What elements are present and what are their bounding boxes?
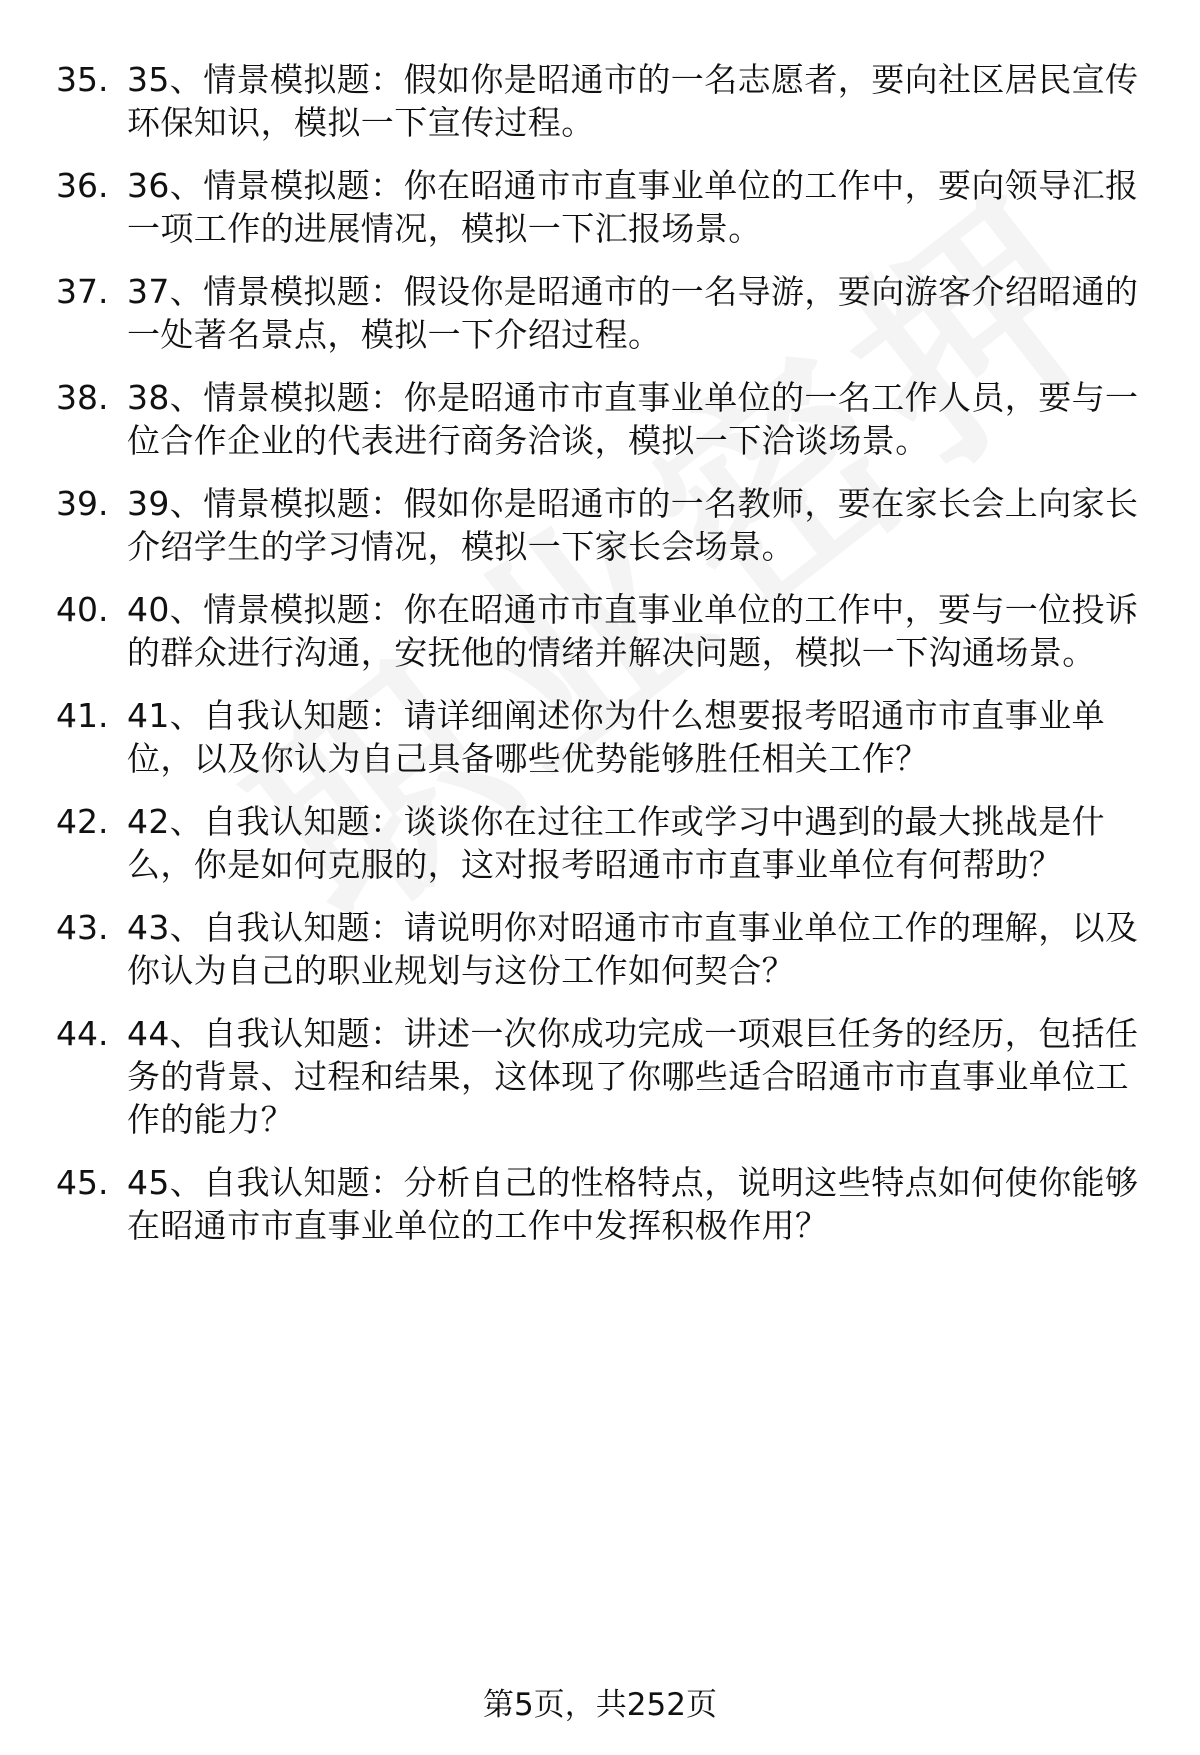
- question-number: 42.: [56, 802, 109, 841]
- question-list: [0, 58, 1200, 1267]
- question-number: 38.: [56, 378, 109, 417]
- question-number: 35.: [56, 60, 109, 99]
- question-text: 39、情景模拟题：假如你是昭通市的一名教师，要在家长会上向家长介绍学生的学习情况，模拟一下家长会场景。: [127, 484, 1139, 566]
- page-footer: [0, 1685, 1200, 1725]
- question-item: [0, 376, 1200, 462]
- question-text: 38、情景模拟题：你是昭通市市直事业单位的一名工作人员，要与一位合作企业的代表进行商务洽谈，模拟一下洽谈场景。: [127, 378, 1139, 460]
- question-number: 41.: [56, 696, 109, 735]
- question-item: [0, 694, 1200, 780]
- question-text: 41、自我认知题：请详细阐述你为什么想要报考昭通市市直事业单位，以及你认为自己具备哪些优势能够胜任相关工作？: [127, 696, 1105, 778]
- question-item: [0, 1012, 1200, 1141]
- question-text: 36、情景模拟题：你在昭通市市直事业单位的工作中，要向领导汇报一项工作的进展情况，模拟一下汇报场景。: [127, 166, 1139, 248]
- question-text: 43、自我认知题：请说明你对昭通市市直事业单位工作的理解，以及你认为自己的职业规划与这份工作如何契合？: [127, 908, 1139, 990]
- question-item: [0, 588, 1200, 674]
- question-text: 45、自我认知题：分析自己的性格特点，说明这些特点如何使你能够在昭通市市直事业单位的工作中发挥积极作用？: [127, 1163, 1139, 1245]
- question-item: [0, 906, 1200, 992]
- question-item: [0, 482, 1200, 568]
- question-number: 43.: [56, 908, 109, 947]
- question-text: 40、情景模拟题：你在昭通市市直事业单位的工作中，要与一位投诉的群众进行沟通，安抚他的情绪并解决问题，模拟一下沟通场景。: [127, 590, 1139, 672]
- question-item: [0, 1161, 1200, 1247]
- question-number: 36.: [56, 166, 109, 205]
- question-item: [0, 164, 1200, 250]
- question-text: 37、情景模拟题：假设你是昭通市的一名导游，要向游客介绍昭通的一处著名景点，模拟一下介绍过程。: [127, 272, 1139, 354]
- question-number: 45.: [56, 1163, 109, 1202]
- page-number-label: 第5页，共252页: [483, 1687, 717, 1723]
- question-text: 44、自我认知题：讲述一次你成功完成一项艰巨任务的经历，包括任务的背景、过程和结果，这体现了你哪些适合昭通市市直事业单位工作的能力？: [127, 1014, 1139, 1139]
- question-number: 37.: [56, 272, 109, 311]
- question-item: [0, 58, 1200, 144]
- question-number: 39.: [56, 484, 109, 523]
- question-number: 44.: [56, 1014, 109, 1053]
- question-text: 42、自我认知题：谈谈你在过往工作或学习中遇到的最大挑战是什么，你是如何克服的，这对报考昭通市市直事业单位有何帮助？: [127, 802, 1105, 884]
- question-item: [0, 270, 1200, 356]
- question-item: [0, 800, 1200, 886]
- question-text: 35、情景模拟题：假如你是昭通市的一名志愿者，要向社区居民宣传环保知识，模拟一下宣传过程。: [127, 60, 1139, 142]
- question-number: 40.: [56, 590, 109, 629]
